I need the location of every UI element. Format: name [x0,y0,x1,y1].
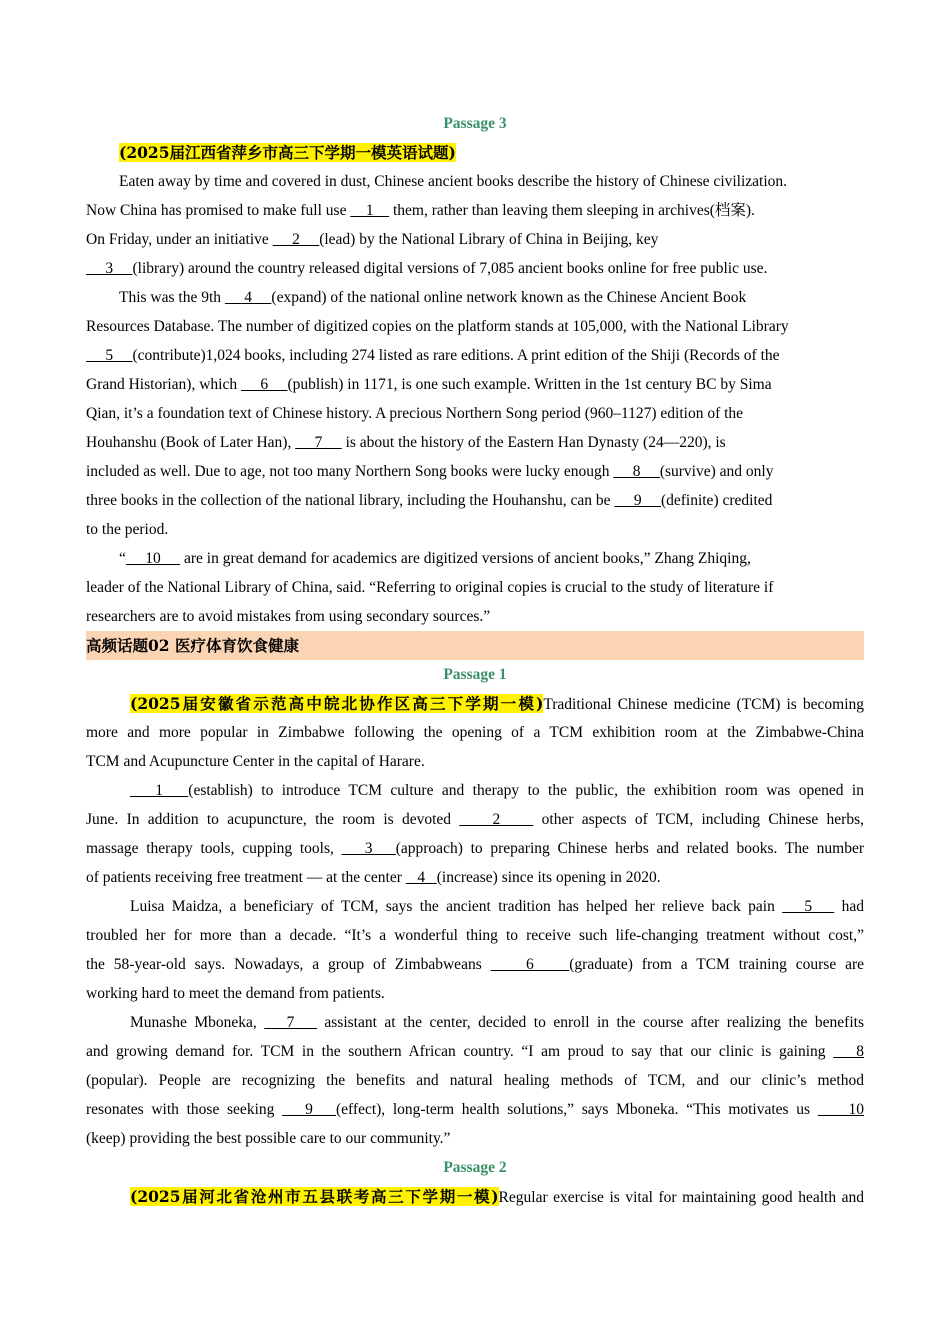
paragraph-line: Luisa Maidza, a beneficiary of TCM, says the ancient tradition has helped her relieve back pain 5 had [130,898,864,915]
paragraph-line: included as well. Due to age, not too many Northern Song books were lucky enough 8 (survive) and only [86,463,774,480]
paragraph-line: Grand Historian), which 6 (publish) in 1171, is one such example. Written in the 1st century BC by Sima [86,376,772,393]
answer-blank-6[interactable]: 6 [240,376,288,393]
paragraph-line: troubled her for more than a decade. “It’s a wonderful thing to receive such life-changing treatment without cost,” [86,927,864,944]
topic-heading-bar: 高频话题02 医疗体育饮食健康 [86,631,864,660]
paragraph-line: Now China has promised to make full use 1 them, rather than leaving them sleeping in archives(档案). [86,202,755,219]
answer-blank-6[interactable]: 6 [490,956,570,973]
paragraph-line: “ 10 are in great demand for academics are digitized versions of ancient books,” Zhang Zhiqing, [119,550,751,567]
paragraph-line: the 58-year-old says. Nowadays, a group of Zimbabweans 6 (graduate) from a TCM training course are [86,956,865,973]
paragraph-line: working hard to meet the demand from patients. [86,985,385,1002]
paragraph-line: more and more popular in Zimbabwe following the opening of a TCM exhibition room at the Zimbabwe-China [86,724,864,741]
answer-blank-9[interactable]: 9 [614,492,661,509]
answer-blank-4[interactable]: 4 [224,289,272,306]
paragraph-line: 1 (establish) to introduce TCM culture and therapy to the public, the exhibition room was opened in [130,782,864,799]
paragraph-line: of patients receiving free treatment — at the center 4 (increase) since its opening in 2020. [86,869,661,886]
answer-blank-1[interactable]: 1 [350,202,390,219]
answer-blank-5[interactable]: 5 [782,898,835,915]
answer-blank-8[interactable]: 8 [833,1043,864,1060]
paragraph-line: (2025届河北省沧州市五县联考高三下学期一模)Regular exercise is vital for maintaining good health and [130,1187,864,1206]
paragraph-line: researchers are to avoid mistakes from using secondary sources.” [86,608,491,625]
paragraph-line: 3 (library) around the country released digital versions of 7,085 ancient books online for free public use. [86,260,768,277]
paragraph-line: massage therapy tools, cupping tools, 3 (approach) to preparing Chinese herbs and related books. The number [86,840,864,857]
answer-blank-3[interactable]: 3 [341,840,396,857]
paragraph-line: and growing demand for. TCM in the southern African country. “I am proud to say that our clinic is gaining 8 [86,1043,864,1060]
source-highlight: (2025届江西省萍乡市高三下学期一模英语试题) [119,143,456,162]
answer-blank-9[interactable]: 9 [282,1101,336,1118]
paragraph-line: This was the 9th 4 (expand) of the national online network known as the Chinese Ancient Book [119,289,747,306]
paragraph-line: resonates with those seeking 9 (effect), long-term health solutions,” says Mboneka. “This motivates us 10 [86,1101,865,1118]
source-highlight: (2025届河北省沧州市五县联考高三下学期一模) [130,1187,499,1206]
answer-blank-7[interactable]: 7 [264,1014,317,1031]
answer-blank-7[interactable]: 7 [295,434,342,451]
passage-2-title: Passage 2 [443,1159,507,1176]
paragraph-line: leader of the National Library of China, said. “Referring to original copies is crucial to the study of literature if [86,579,774,596]
source-highlight: (2025届安徽省示范高中皖北协作区高三下学期一模) [130,694,544,713]
paragraph-line: Munashe Mboneka, 7 assistant at the center, decided to enroll in the course after realizing the benefits [130,1014,864,1031]
paragraph-line: On Friday, under an initiative 2 (lead) by the National Library of China in Beijing, key [86,231,659,248]
paragraph-line: TCM and Acupuncture Center in the capital of Harare. [86,753,425,770]
paragraph-line: Houhanshu (Book of Later Han), 7 is about the history of the Eastern Han Dynasty (24—220), is [86,434,726,451]
paragraph-line: (keep) providing the best possible care to our community.” [86,1130,451,1147]
paragraph-line: (popular). People are recognizing the benefits and natural healing methods of TCM, and our clinic’s method [86,1072,864,1089]
paragraph-line: June. In addition to acupuncture, the room is devoted 2 other aspects of TCM, including Chinese herbs, [86,811,864,828]
paragraph-line: to the period. [86,521,169,538]
answer-blank-1[interactable]: 1 [130,782,189,799]
answer-blank-8[interactable]: 8 [613,463,660,480]
answer-blank-4[interactable]: 4 [405,869,437,886]
paragraph-line: 5 (contribute)1,024 books, including 274 listed as rare editions. A print edition of the Shiji (Records of the [86,347,780,364]
paragraph-line: Eaten away by time and covered in dust, Chinese ancient books describe the history of Chinese civilization. [119,173,788,190]
answer-blank-5[interactable]: 5 [86,347,133,364]
paragraph-line: three books in the collection of the national library, including the Houhanshu, can be 9 (definite) credited [86,492,773,509]
paragraph-line: (2025届安徽省示范高中皖北协作区高三下学期一模)Traditional Chinese medicine (TCM) is becoming [130,694,864,713]
answer-blank-10[interactable]: 10 [817,1101,865,1118]
passage-3-source-line [86,138,864,167]
passage-1-title: Passage 1 [443,666,507,683]
passage-3-title: Passage 3 [443,115,507,132]
paragraph-line: Resources Database. The number of digitized copies on the platform stands at 105,000, with the National Library [86,318,789,335]
paragraph-line: Qian, it’s a foundation text of Chinese history. A precious Northern Song period (960–1127) edition of the [86,405,744,422]
answer-blank-2[interactable]: 2 [459,811,534,828]
answer-blank-3[interactable]: 3 [86,260,133,277]
document-page [86,109,864,1211]
answer-blank-10[interactable]: 10 [125,550,181,567]
answer-blank-2[interactable]: 2 [272,231,320,248]
